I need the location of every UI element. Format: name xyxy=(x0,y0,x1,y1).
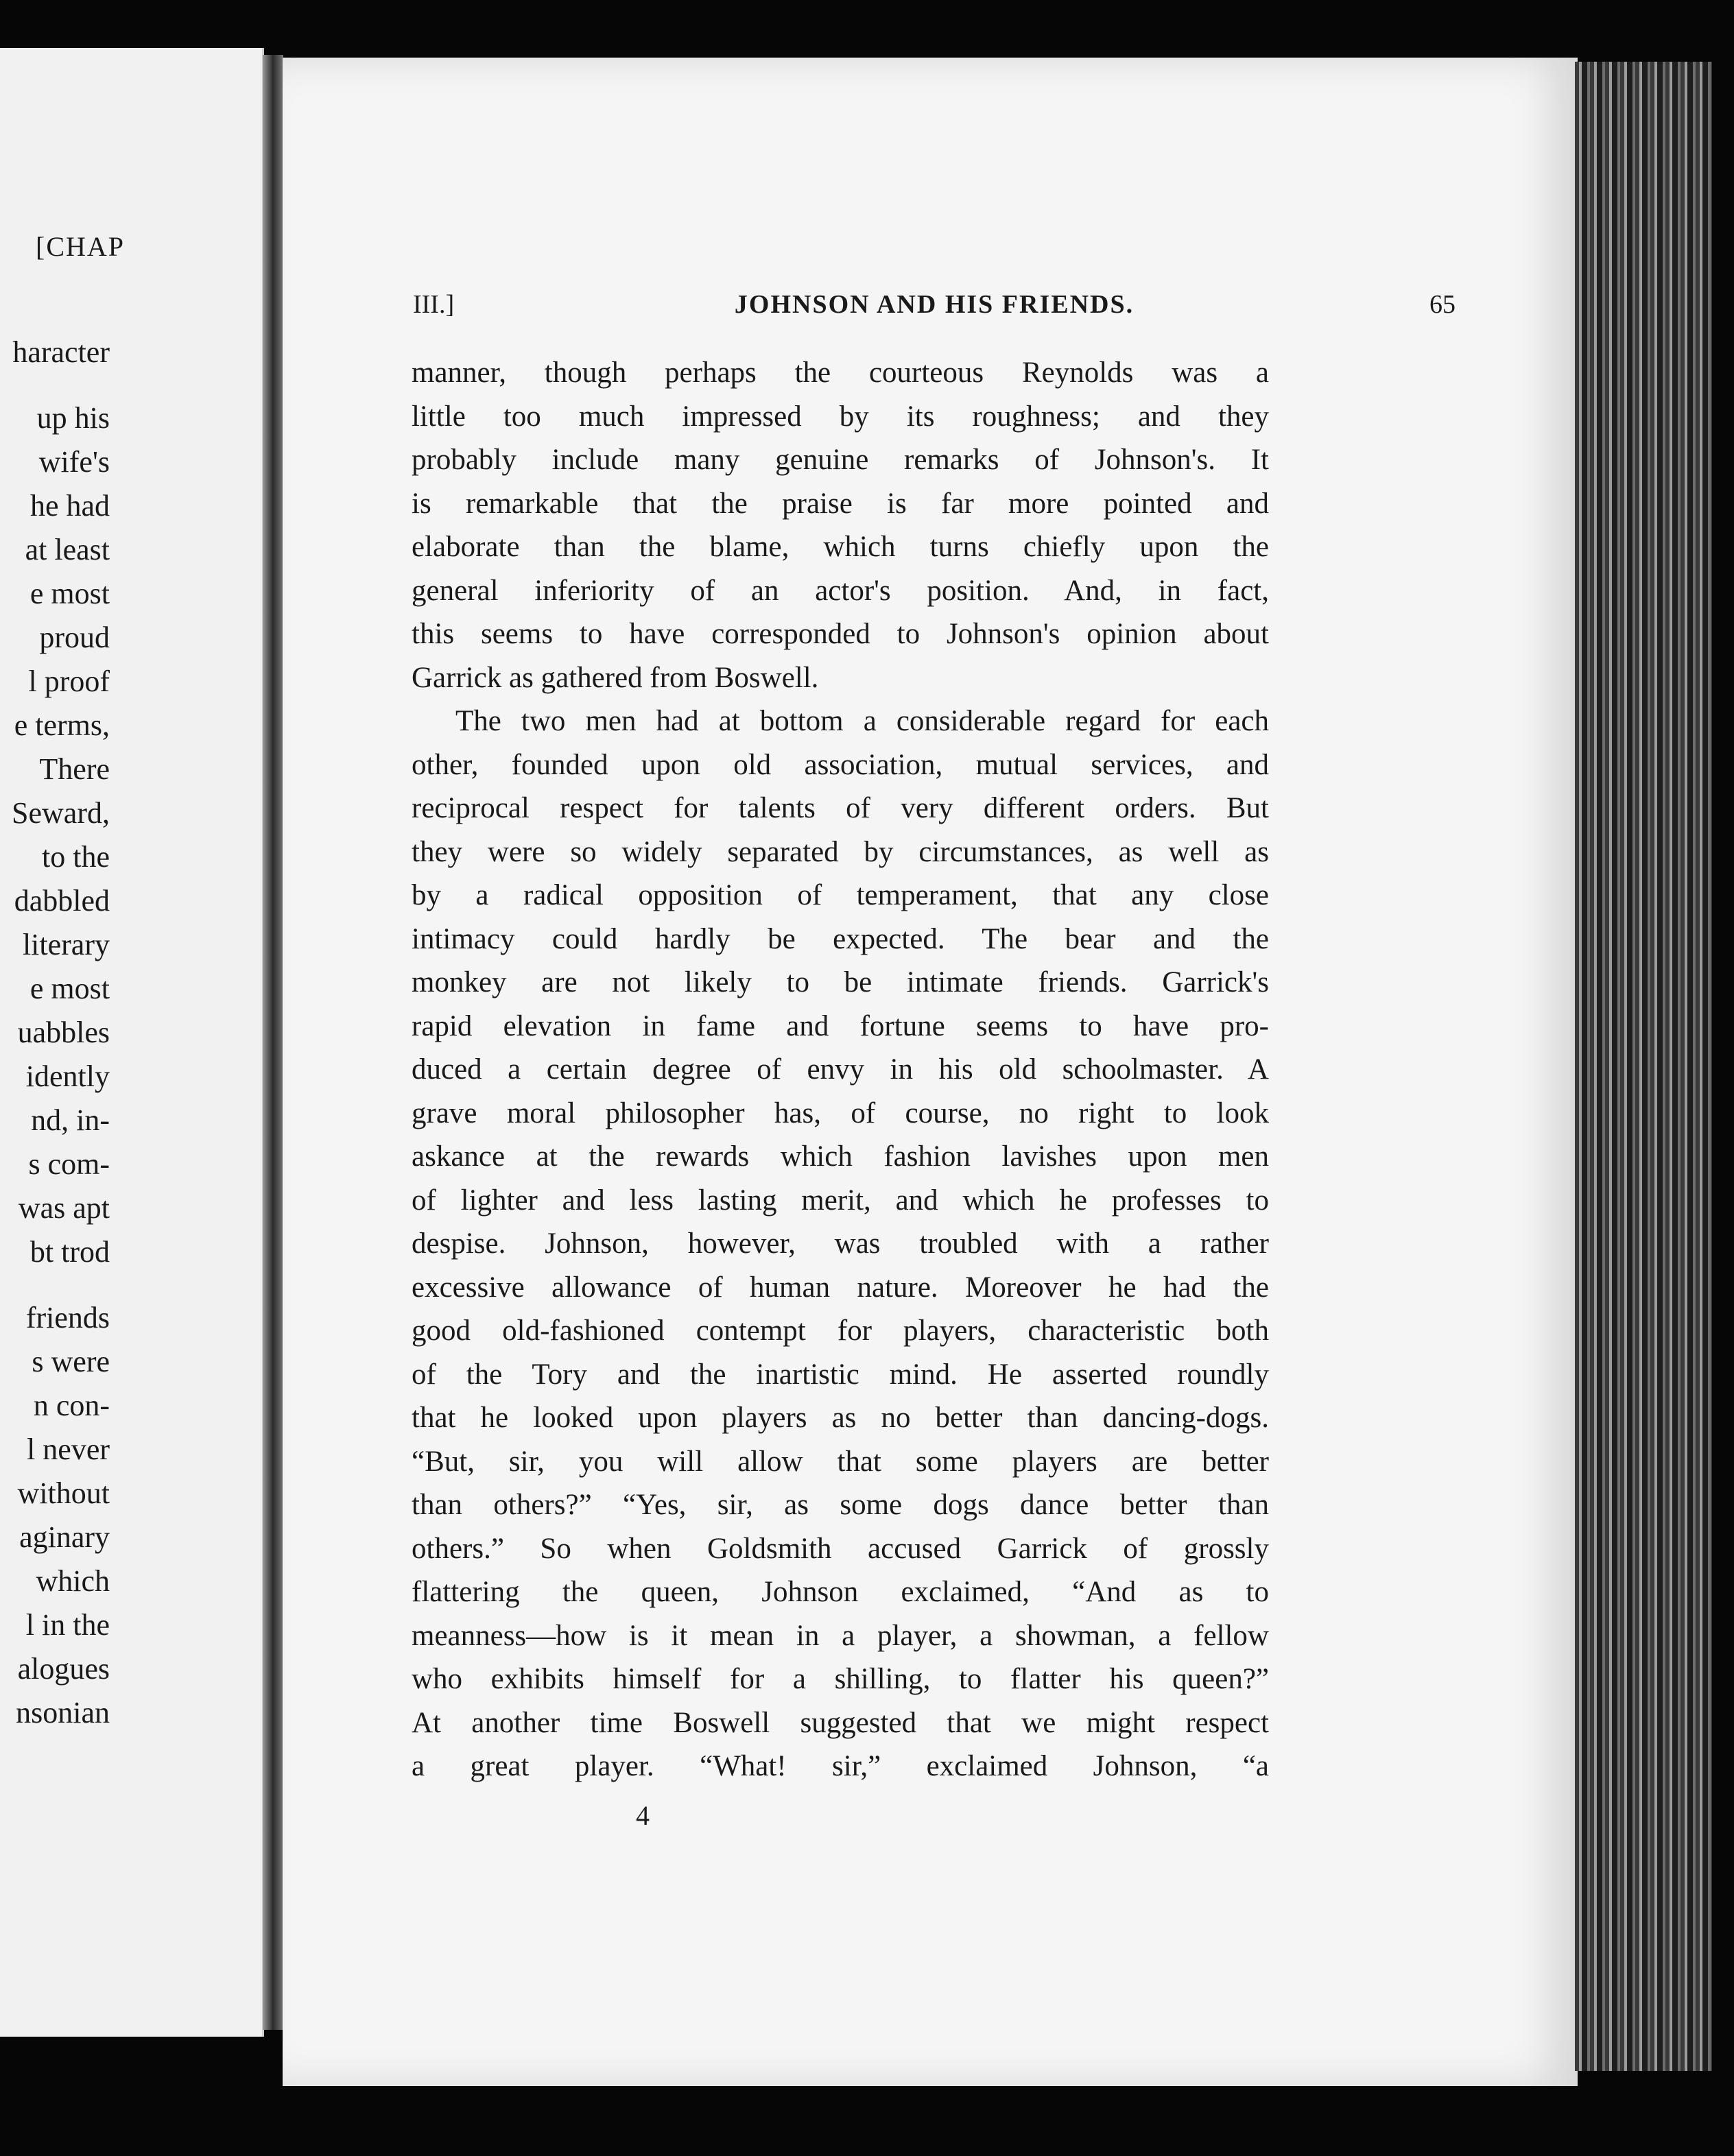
text-line: than others?” “Yes, sir, as some dogs dance better than xyxy=(412,1489,1269,1521)
text-line: by a radical opposition of temperament, that any close xyxy=(412,879,1269,911)
left-text-line: nd, in- xyxy=(31,1103,110,1137)
text-line: who exhibits himself for a shilling, to flatter his queen?” xyxy=(412,1663,1269,1695)
text-line: intimacy could hardly be expected. The bear and the xyxy=(412,922,1269,955)
text-line: The two men had at bottom a considerable regard for each xyxy=(455,705,1269,737)
left-text-line: wife's xyxy=(38,445,110,479)
text-line: monkey are not likely to be intimate friends. Garrick's xyxy=(412,966,1269,998)
text-line: manner, though perhaps the courteous Reynolds was a xyxy=(412,357,1269,389)
text-line: elaborate than the blame, which turns chiefly upon the xyxy=(412,531,1269,563)
text-line: good old-fashioned contempt for players, characteristic both xyxy=(412,1315,1269,1347)
text-line: this seems to have corresponded to Johnson's opinion about xyxy=(412,618,1269,650)
text-line: little too much impressed by its roughness; and they xyxy=(412,400,1269,433)
left-text-line: at least xyxy=(25,533,110,566)
text-line: general inferiority of an actor's position. And, in fact, xyxy=(412,574,1269,607)
left-text-line: alogues xyxy=(17,1652,110,1686)
text-line: other, founded upon old association, mutual services, and xyxy=(412,748,1269,781)
text-line: others.” So when Goldsmith accused Garrick of grossly xyxy=(412,1532,1269,1565)
left-text-line: up his xyxy=(36,401,110,435)
text-line: that he looked upon players as no better than dancing-dogs. xyxy=(412,1402,1269,1434)
text-line: is remarkable that the praise is far more pointed and xyxy=(412,487,1269,520)
text-line: grave moral philosopher has, of course, no right to look xyxy=(412,1097,1269,1129)
left-text-line: to the xyxy=(42,840,110,874)
left-text-line: uabbles xyxy=(17,1016,110,1049)
left-text-line: l in the xyxy=(25,1608,110,1642)
running-title: JOHNSON AND HIS FRIENDS. xyxy=(734,290,1135,319)
page-edges xyxy=(1575,62,1712,2071)
text-line: a great player. “What! sir,” exclaimed Johnson, “a xyxy=(412,1750,1269,1782)
left-text-line: s com- xyxy=(28,1147,110,1181)
left-text-line: e terms, xyxy=(14,708,110,742)
chapter-number: III.] xyxy=(413,290,455,319)
left-text-line xyxy=(0,1274,110,1296)
left-text-line: which xyxy=(36,1564,110,1598)
left-text-line: l never xyxy=(27,1433,110,1466)
left-text-line: aginary xyxy=(19,1520,110,1554)
left-text-line: Seward, xyxy=(12,796,110,830)
right-page xyxy=(283,58,1578,2086)
running-header xyxy=(413,284,1456,325)
left-text-line: s were xyxy=(32,1345,110,1378)
left-page xyxy=(0,48,264,2037)
left-text-line: without xyxy=(17,1476,110,1510)
left-text-line: nsonian xyxy=(16,1696,110,1729)
text-line: duced a certain degree of envy in his old schoolmaster. A xyxy=(412,1053,1269,1086)
text-line: flattering the queen, Johnson exclaimed, “And as to xyxy=(412,1576,1269,1608)
left-text-line: was apt xyxy=(18,1191,110,1225)
left-text-line: bt trod xyxy=(29,1235,110,1269)
left-text-line xyxy=(0,374,110,396)
book-gutter xyxy=(263,55,283,2030)
text-line: of lighter and less lasting merit, and which he professes to xyxy=(412,1184,1269,1217)
left-page-text xyxy=(0,331,110,1735)
text-line: reciprocal respect for talents of very different orders. But xyxy=(412,792,1269,824)
text-line: Garrick as gathered from Boswell. xyxy=(412,661,819,694)
text-line: meanness—how is it mean in a player, a showman, a fellow xyxy=(412,1619,1269,1652)
page-number: 65 xyxy=(1429,290,1456,319)
left-text-line: e most xyxy=(29,972,110,1005)
left-text-line: proud xyxy=(39,621,110,654)
left-text-line: e most xyxy=(29,577,110,610)
left-text-line: he had xyxy=(29,489,110,523)
text-line: despise. Johnson, however, was troubled with a rather xyxy=(412,1227,1269,1260)
text-line: rapid elevation in fame and fortune seems to have pro- xyxy=(412,1009,1269,1042)
left-text-line: literary xyxy=(22,928,110,961)
left-text-line: haracter xyxy=(12,335,110,369)
body-text xyxy=(412,351,1269,1788)
signature-mark: 4 xyxy=(636,1800,650,1831)
text-line: probably include many genuine remarks of Johnson's. It xyxy=(412,444,1269,476)
text-line: they were so widely separated by circumstances, as well as xyxy=(412,835,1269,868)
text-line: “But, sir, you will allow that some players are better xyxy=(412,1445,1269,1478)
left-running-header: [CHAP xyxy=(36,231,126,262)
left-text-line: friends xyxy=(25,1301,110,1334)
left-text-line: n con- xyxy=(33,1389,110,1422)
left-text-line: idently xyxy=(25,1059,110,1093)
text-line: At another time Boswell suggested that we might respect xyxy=(412,1706,1269,1739)
text-line: askance at the rewards which fashion lavishes upon men xyxy=(412,1140,1269,1173)
left-text-line: There xyxy=(39,752,110,786)
text-line: excessive allowance of human nature. Moreover he had the xyxy=(412,1271,1269,1304)
left-text-line: l proof xyxy=(28,664,110,698)
left-text-line: dabbled xyxy=(14,884,110,918)
text-line: of the Tory and the inartistic mind. He asserted roundly xyxy=(412,1358,1269,1391)
